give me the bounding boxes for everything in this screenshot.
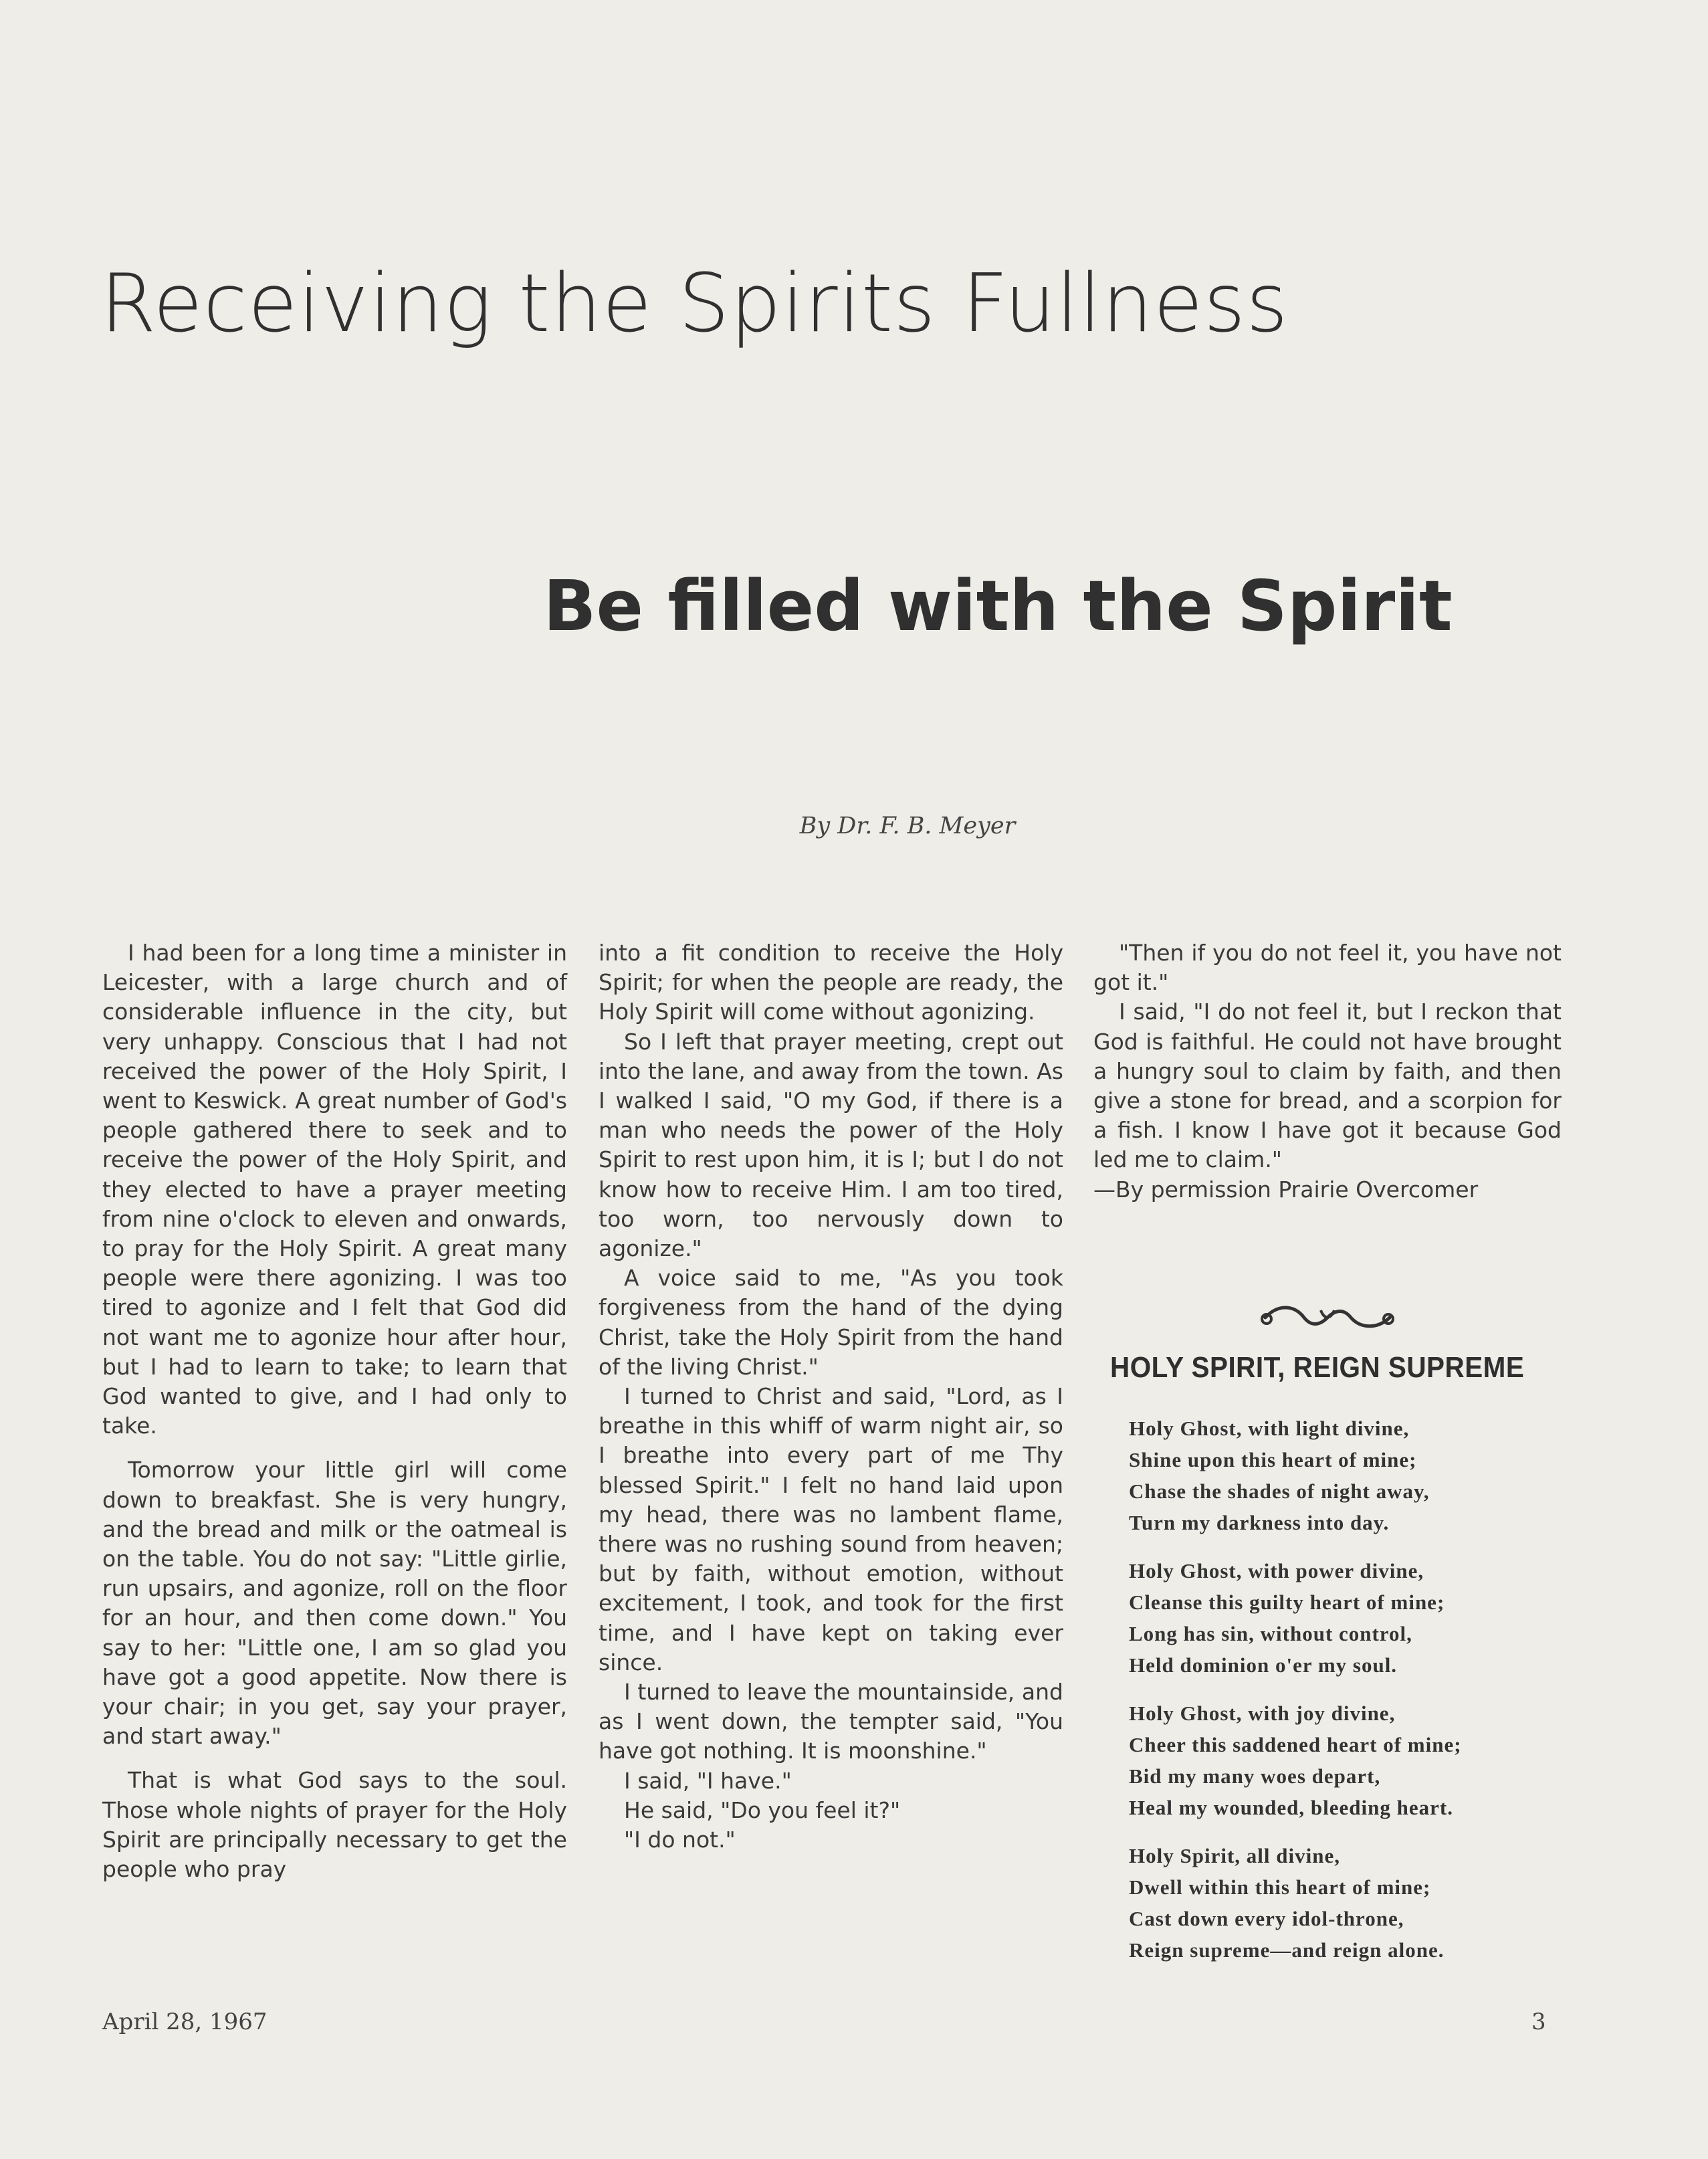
article-paragraph: So I left that prayer meeting, crept out into the lane, and away from the town. As I walked I said, "O my God, if there is a man who needs the power of the Holy Spirit to rest upon him, it is I; but I do not know how to receive Him. I am too tired, too worn, too nervously down to agonize." xyxy=(599,1028,1063,1262)
poem-line: Turn my darkness into day. xyxy=(1129,1511,1390,1534)
article-paragraph: I turned to Christ and said, "Lord, as I breathe in this whiff of warm night air, so I breathe into every part of me Thy blessed Spirit." I felt no hand laid upon my head, there was no lambent flame, there was no rushing sound from heaven; but by faith, without emotion, without excitement, I took, and took for the first time, and I have kept on taking ever since. xyxy=(599,1383,1063,1675)
article-paragraph: I turned to leave the mountainside, and as I went down, the tempter said, "You have got nothing. It is moonshine." xyxy=(599,1679,1063,1764)
poem-line: Shine upon this heart of mine; xyxy=(1129,1448,1417,1471)
poem-line: Chase the shades of night away, xyxy=(1129,1479,1430,1503)
poem-line: Holy Ghost, with joy divine, xyxy=(1129,1702,1396,1725)
article-paragraph: I said, "I have." xyxy=(624,1767,792,1794)
page-number: 3 xyxy=(1531,2009,1546,2035)
poem-stanza xyxy=(1129,1555,1557,1681)
poem-line: Cheer this saddened heart of mine; xyxy=(1129,1733,1462,1756)
poem-line: Bid my many woes depart, xyxy=(1129,1764,1381,1788)
poem-line: Cast down every idol-throne, xyxy=(1129,1907,1404,1930)
poem-stanza xyxy=(1129,1413,1557,1538)
article-column-3 xyxy=(1093,938,1562,1205)
decorative-flourish-icon xyxy=(1257,1301,1398,1334)
article-byline: By Dr. F. B. Meyer xyxy=(799,813,1016,839)
poem-line: Holy Spirit, all divine, xyxy=(1129,1844,1340,1867)
article-paragraph: I had been for a long time a minister in Leicester, with a large church and of considerable influence in the city, but very unhappy. Conscious that I had not received the power of the Holy Spirit, I went to Keswick. A great number of God's people gathered there to seek and to receive the power of the Holy Spirit, and they elected to have a prayer meeting from nine o'clock to eleven and onwards, to pray for the Holy Spirit. A great many people were there agonizing. I was too tired to agonize and I felt that God did not want me to agonize hour after hour, but I had to learn to take; to learn that God wanted to give, and I had only to take. xyxy=(102,940,567,1439)
article-column-2 xyxy=(599,938,1063,1855)
article-paragraph: into a fit condition to receive the Holy Spirit; for when the people are ready, the Holy Spirit will come without agonizing. xyxy=(599,940,1063,1025)
poem-line: Reign supreme—and reign alone. xyxy=(1129,1938,1445,1962)
article-paragraph: That is what God says to the soul. Those whole nights of prayer for the Holy Spirit are principally necessary to get the people who pray xyxy=(102,1767,567,1883)
poem-stanza xyxy=(1129,1698,1557,1823)
poem-line: Long has sin, without control, xyxy=(1129,1622,1412,1645)
article-paragraph: Tomorrow your little girl will come down to breakfast. She is very hungry, and the bread and milk or the oatmeal is on the table. You do not say: "Little girlie, run upsairs, and agonize, roll on the floor for an hour, and then come down." You say to her: "Little one, I am so glad you have got a good appetite. Now there is your chair; in you get, say your prayer, and start away." xyxy=(102,1457,567,1750)
poem-title: HOLY SPIRIT, REIGN SUPREME xyxy=(1110,1351,1525,1384)
article-paragraph: I said, "I do not feel it, but I reckon that God is faithful. He could not have brought a hungry soul to claim by faith, and then give a stone for bread, and a scorpion for a fish. I know I have got it because God led me to claim." xyxy=(1093,999,1562,1173)
article-credit: —By permission Prairie Overcomer xyxy=(1093,1176,1479,1203)
issue-date: April 28, 1967 xyxy=(102,2009,268,2035)
poem-line: Holy Ghost, with power divine, xyxy=(1129,1559,1424,1582)
article-title: Receiving the Spirits Fullness xyxy=(100,258,1289,350)
article-paragraph: He said, "Do you feel it?" xyxy=(624,1796,901,1823)
poem-line: Holy Ghost, with light divine, xyxy=(1129,1417,1410,1440)
poem-line: Held dominion o'er my soul. xyxy=(1129,1653,1398,1677)
article-column-1 xyxy=(102,938,567,1884)
article-paragraph: "Then if you do not feel it, you have not got it." xyxy=(1093,940,1562,996)
poem-line: Heal my wounded, bleeding heart. xyxy=(1129,1796,1453,1819)
article-subtitle: Be filled with the Spirit xyxy=(543,565,1453,647)
poem-stanza xyxy=(1129,1840,1557,1966)
article-paragraph: A voice said to me, "As you took forgiveness from the hand of the dying Christ, take the Holy Spirit from the hand of the living Christ." xyxy=(599,1265,1063,1380)
article-paragraph: "I do not." xyxy=(624,1827,736,1853)
poem-line: Dwell within this heart of mine; xyxy=(1129,1875,1431,1899)
poem xyxy=(1129,1413,1557,1982)
poem-line: Cleanse this guilty heart of mine; xyxy=(1129,1590,1445,1614)
